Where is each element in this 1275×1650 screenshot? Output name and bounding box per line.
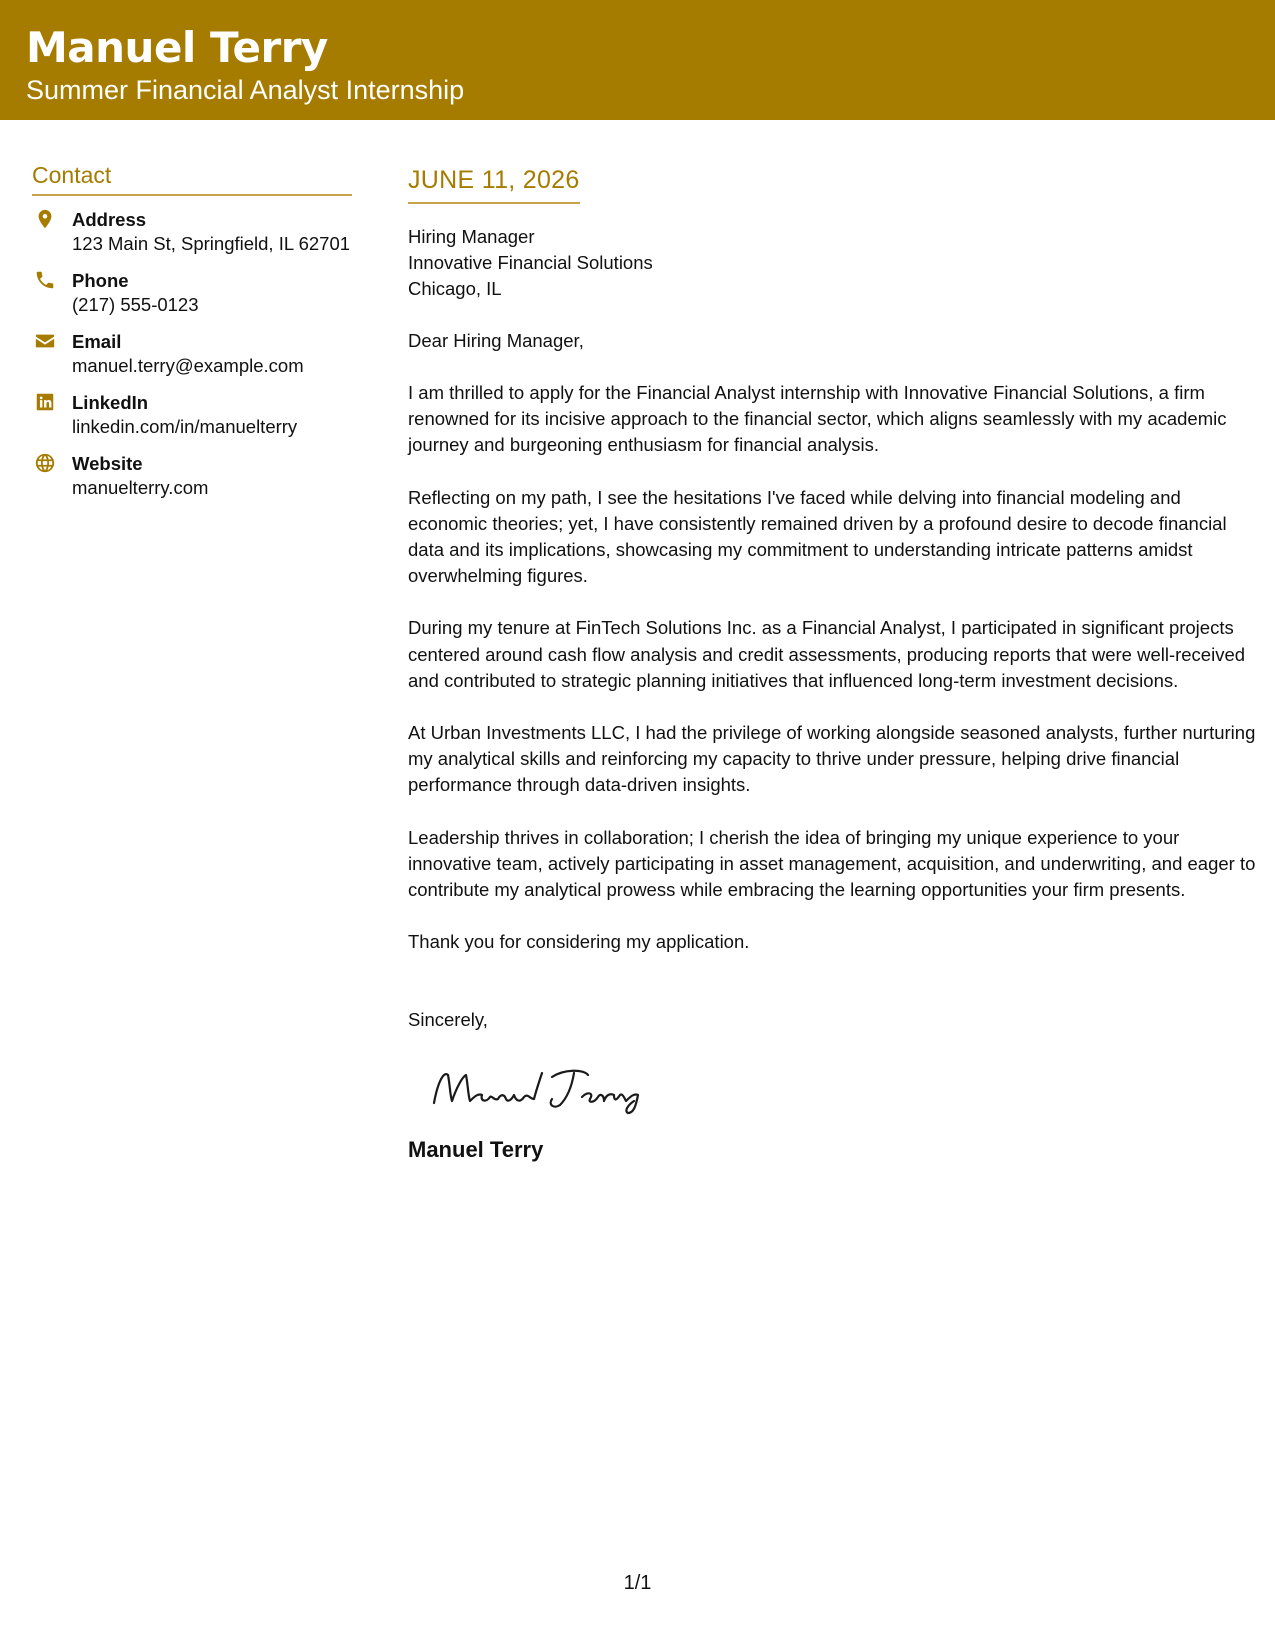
contact-value: manuelterry.com <box>72 477 209 498</box>
contact-item-phone <box>32 269 352 317</box>
closing: Sincerely, <box>408 1009 488 1031</box>
contact-item-website <box>32 452 352 500</box>
contact-heading: Contact <box>32 160 352 196</box>
handwritten-signature <box>428 1061 658 1115</box>
contact-value: linkedin.com/in/manuelterry <box>72 416 298 437</box>
contact-item-linkedin <box>32 391 352 439</box>
page-number: 1/1 <box>623 1572 652 1594</box>
letter-paragraph: I am thrilled to apply for the Financial Analyst internship with Innovative Financial Solutions, a firm renowned for its incisive approach to the financial sector, which aligns seamlessly with my academic journey and burgeoning enthusiasm for financial analysis. <box>408 382 1227 456</box>
globe-icon <box>34 452 58 476</box>
letter-paragraph: During my tenure at FinTech Solutions Inc. as a Financial Analyst, I participated in significant projects centered around cash flow analysis and credit assessments, producing reports that were well-received and contributed to strategic planning initiatives that influenced long-term investment decisions. <box>408 617 1246 691</box>
letter-body <box>408 164 1258 1164</box>
contact-value: 123 Main St, Springfield, IL 62701 <box>72 233 351 254</box>
letter-paragraph: Leadership thrives in collaboration; I cherish the idea of bringing my unique experience to your innovative team, actively participating in asset management, acquisition, and underwriting, and eager to contribute my analytical prowess while embracing the learning opportunities your firm presents. <box>408 826 1256 901</box>
letter-paragraph: Reflecting on my path, I see the hesitations I've faced while delving into financial modeling and economic theories; yet, I have consistently remained driven by a profound desire to decode financial data and its implications, showcasing my commitment to understanding intricate patterns amidst overwhelming figures. <box>408 486 1227 587</box>
recipient-line: Innovative Financial Solutions <box>408 252 653 273</box>
contact-list <box>32 208 352 500</box>
contact-item-email <box>32 330 352 378</box>
recipient-block <box>408 224 1258 302</box>
contact-label: Email <box>72 331 122 352</box>
envelope-icon <box>34 330 58 354</box>
recipient-line: Chicago, IL <box>408 278 502 299</box>
page-header <box>0 0 1275 120</box>
letter-paragraph: Thank you for considering my application. <box>408 931 750 953</box>
linkedin-icon <box>34 391 58 415</box>
contact-label: Website <box>72 453 143 474</box>
contact-label: Address <box>72 209 147 230</box>
phone-icon <box>34 269 58 293</box>
contact-label: Phone <box>72 270 129 291</box>
letter-date: JUNE 11, 2026 <box>408 164 580 204</box>
letter-paragraph: At Urban Investments LLC, I had the privilege of working alongside seasoned analysts, further nurturing my analytical skills and reinforcing my capacity to thrive under pressure, helping drive financial performance through data-driven insights. <box>408 722 1256 796</box>
applicant-name: Manuel Terry <box>26 23 328 72</box>
contact-sidebar <box>32 160 352 513</box>
contact-value: (217) 555-0123 <box>72 294 199 315</box>
contact-item-address <box>32 208 352 256</box>
recipient-line: Hiring Manager <box>408 226 535 247</box>
signer-name: Manuel Terry <box>408 1137 544 1163</box>
contact-label: LinkedIn <box>72 392 149 413</box>
salutation: Dear Hiring Manager, <box>408 330 584 351</box>
position-title: Summer Financial Analyst Internship <box>26 75 465 105</box>
contact-value: manuel.terry@example.com <box>72 355 304 376</box>
map-pin-icon <box>34 208 58 232</box>
